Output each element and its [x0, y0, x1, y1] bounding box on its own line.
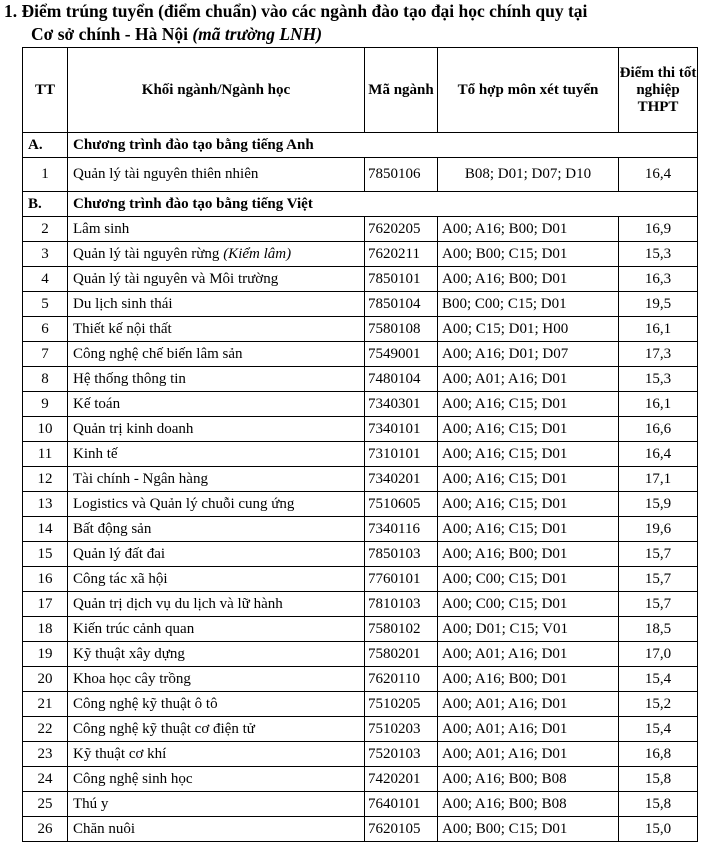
table-row	[23, 617, 698, 642]
row-combo: A00; A16; D01; D07	[438, 342, 619, 367]
row-combo: A00; A01; A16; D01	[438, 692, 619, 717]
table-row	[23, 317, 698, 342]
row-score: 16,1	[619, 317, 698, 342]
row-tt: 3	[23, 242, 68, 267]
row-tt: 25	[23, 792, 68, 817]
row-tt: 24	[23, 767, 68, 792]
header-major: Khối ngành/Ngành học	[68, 48, 365, 133]
row-code: 7620211	[365, 242, 438, 267]
row-combo: A00; A16; B00; B08	[438, 792, 619, 817]
row-code: 7310101	[365, 442, 438, 467]
header-score: Điểm thi tốt nghiệp THPT	[619, 48, 698, 133]
row-tt: 10	[23, 417, 68, 442]
row-tt: 1	[23, 158, 68, 192]
row-code: 7580108	[365, 317, 438, 342]
row-code: 7549001	[365, 342, 438, 367]
heading-line-2	[4, 23, 704, 46]
row-combo: A00; A16; B00; D01	[438, 542, 619, 567]
row-code: 7340301	[365, 392, 438, 417]
row-tt: 18	[23, 617, 68, 642]
row-tt: 9	[23, 392, 68, 417]
row-code: 7340116	[365, 517, 438, 542]
row-code: 7850106	[365, 158, 438, 192]
row-score: 15,2	[619, 692, 698, 717]
header-combo: Tổ hợp môn xét tuyển	[438, 48, 619, 133]
table-row	[23, 392, 698, 417]
row-code: 7520103	[365, 742, 438, 767]
row-code: 7510605	[365, 492, 438, 517]
row-major: Quản lý tài nguyên thiên nhiên	[68, 158, 365, 192]
row-score: 15,4	[619, 717, 698, 742]
section-b-row	[23, 192, 698, 217]
row-code: 7340201	[365, 467, 438, 492]
row-tt: 16	[23, 567, 68, 592]
row-code: 7510205	[365, 692, 438, 717]
row-tt: 2	[23, 217, 68, 242]
row-tt: 19	[23, 642, 68, 667]
section-b-title: Chương trình đào tạo bằng tiếng Việt	[68, 192, 698, 217]
row-score: 15,4	[619, 667, 698, 692]
row-score: 15,3	[619, 242, 698, 267]
row-score: 16,6	[619, 417, 698, 442]
row-tt: 4	[23, 267, 68, 292]
table-row	[23, 667, 698, 692]
row-combo: A00; B00; C15; D01	[438, 817, 619, 842]
row-major: Kiến trúc cảnh quan	[68, 617, 365, 642]
section-a-row	[23, 133, 698, 158]
table-header-row	[23, 48, 698, 133]
row-combo: A00; B00; C15; D01	[438, 242, 619, 267]
row-code: 7340101	[365, 417, 438, 442]
row-score: 15,7	[619, 592, 698, 617]
row-score: 16,9	[619, 217, 698, 242]
row-code: 7810103	[365, 592, 438, 617]
row-major: Công nghệ sinh học	[68, 767, 365, 792]
row-major: Khoa học cây trồng	[68, 667, 365, 692]
row-major: Kỹ thuật cơ khí	[68, 742, 365, 767]
row-major: Chăn nuôi	[68, 817, 365, 842]
row-code: 7620110	[365, 667, 438, 692]
row-major: Kế toán	[68, 392, 365, 417]
row-major: Công nghệ kỹ thuật ô tô	[68, 692, 365, 717]
row-code: 7760101	[365, 567, 438, 592]
row-major: Công nghệ chế biến lâm sản	[68, 342, 365, 367]
row-major: Quản trị kinh doanh	[68, 417, 365, 442]
row-major: Quản lý đất đai	[68, 542, 365, 567]
row-combo: A00; C15; D01; H00	[438, 317, 619, 342]
row-major: Công tác xã hội	[68, 567, 365, 592]
row-tt: 26	[23, 817, 68, 842]
table-row	[23, 792, 698, 817]
row-code: 7850104	[365, 292, 438, 317]
row-combo: A00; C00; C15; D01	[438, 592, 619, 617]
row-combo: A00; A16; C15; D01	[438, 442, 619, 467]
row-score: 17,1	[619, 467, 698, 492]
row-score: 19,6	[619, 517, 698, 542]
row-score: 15,7	[619, 567, 698, 592]
row-combo: A00; A16; B00; D01	[438, 217, 619, 242]
row-code: 7620105	[365, 817, 438, 842]
row-combo: A00; A01; A16; D01	[438, 367, 619, 392]
row-score: 16,8	[619, 742, 698, 767]
row-code: 7640101	[365, 792, 438, 817]
row-score: 16,3	[619, 267, 698, 292]
row-combo: A00; D01; C15; V01	[438, 617, 619, 642]
admission-scores-table	[22, 47, 698, 842]
row-combo: A00; A01; A16; D01	[438, 642, 619, 667]
row-combo: A00; A16; C15; D01	[438, 467, 619, 492]
table-row	[23, 817, 698, 842]
row-score: 15,0	[619, 817, 698, 842]
table-row	[23, 158, 698, 192]
row-tt: 7	[23, 342, 68, 367]
section-a-title: Chương trình đào tạo bằng tiếng Anh	[68, 133, 698, 158]
row-score: 16,4	[619, 158, 698, 192]
table-row	[23, 467, 698, 492]
row-major: Công nghệ kỹ thuật cơ điện tử	[68, 717, 365, 742]
row-tt: 12	[23, 467, 68, 492]
row-tt: 5	[23, 292, 68, 317]
table-row	[23, 217, 698, 242]
row-score: 18,5	[619, 617, 698, 642]
row-score: 16,1	[619, 392, 698, 417]
row-code: 7620205	[365, 217, 438, 242]
row-major: Thiết kế nội thất	[68, 317, 365, 342]
row-tt: 17	[23, 592, 68, 617]
table-row	[23, 592, 698, 617]
row-major: Kỹ thuật xây dựng	[68, 642, 365, 667]
row-combo: B08; D01; D07; D10	[438, 158, 619, 192]
row-score: 15,9	[619, 492, 698, 517]
row-combo: A00; A16; C15; D01	[438, 392, 619, 417]
table-row	[23, 367, 698, 392]
row-combo: A00; A16; C15; D01	[438, 417, 619, 442]
row-major: Quản trị dịch vụ du lịch và lữ hành	[68, 592, 365, 617]
row-tt: 21	[23, 692, 68, 717]
row-tt: 11	[23, 442, 68, 467]
table-row	[23, 442, 698, 467]
row-score: 15,8	[619, 792, 698, 817]
row-tt: 23	[23, 742, 68, 767]
row-combo: A00; A16; B00; D01	[438, 667, 619, 692]
table-row	[23, 292, 698, 317]
heading-campus: Cơ sở chính - Hà Nội	[31, 24, 193, 44]
heading-line-1: 1. Điểm trúng tuyển (điểm chuẩn) vào các ngành đào tạo đại học chính quy tại	[4, 1, 588, 21]
table-row	[23, 242, 698, 267]
row-major-main: Quản lý tài nguyên rừng	[73, 245, 224, 262]
row-combo: B00; C00; C15; D01	[438, 292, 619, 317]
row-score: 19,5	[619, 292, 698, 317]
row-combo: A00; A01; A16; D01	[438, 742, 619, 767]
row-code: 7420201	[365, 767, 438, 792]
row-code: 7580201	[365, 642, 438, 667]
row-tt: 22	[23, 717, 68, 742]
row-major: Lâm sinh	[68, 217, 365, 242]
row-major: Tài chính - Ngân hàng	[68, 467, 365, 492]
row-tt: 15	[23, 542, 68, 567]
row-major: Du lịch sinh thái	[68, 292, 365, 317]
row-combo: A00; A01; A16; D01	[438, 717, 619, 742]
row-score: 15,3	[619, 367, 698, 392]
row-major: Quản lý tài nguyên và Môi trường	[68, 267, 365, 292]
row-major: Kinh tế	[68, 442, 365, 467]
row-score: 17,0	[619, 642, 698, 667]
row-score: 16,4	[619, 442, 698, 467]
section-b-id: B.	[23, 192, 68, 217]
row-major: Thú y	[68, 792, 365, 817]
row-combo: A00; A16; C15; D01	[438, 517, 619, 542]
row-combo: A00; A16; B00; B08	[438, 767, 619, 792]
row-code: 7480104	[365, 367, 438, 392]
table-row	[23, 692, 698, 717]
row-code: 7850103	[365, 542, 438, 567]
table-row	[23, 342, 698, 367]
section-a-id: A.	[23, 133, 68, 158]
table-row	[23, 642, 698, 667]
heading-school-code: (mã trường LNH)	[192, 24, 323, 44]
row-tt: 8	[23, 367, 68, 392]
row-combo: A00; A16; C15; D01	[438, 492, 619, 517]
row-combo: A00; A16; B00; D01	[438, 267, 619, 292]
row-score: 15,8	[619, 767, 698, 792]
row-code: 7510203	[365, 717, 438, 742]
row-code: 7580102	[365, 617, 438, 642]
table-row	[23, 742, 698, 767]
table-row	[23, 767, 698, 792]
row-combo: A00; C00; C15; D01	[438, 567, 619, 592]
table-row	[23, 417, 698, 442]
row-score: 15,7	[619, 542, 698, 567]
table-row	[23, 567, 698, 592]
row-major: Hệ thống thông tin	[68, 367, 365, 392]
section-heading	[4, 0, 704, 46]
row-score: 17,3	[619, 342, 698, 367]
row-major: Logistics và Quản lý chuỗi cung ứng	[68, 492, 365, 517]
row-major-note: (Kiểm lâm)	[223, 245, 292, 262]
table-row	[23, 267, 698, 292]
table-row	[23, 717, 698, 742]
row-tt: 20	[23, 667, 68, 692]
header-code: Mã ngành	[365, 48, 438, 133]
row-tt: 6	[23, 317, 68, 342]
row-code: 7850101	[365, 267, 438, 292]
table-row	[23, 517, 698, 542]
row-tt: 13	[23, 492, 68, 517]
table-row	[23, 492, 698, 517]
table-row	[23, 542, 698, 567]
row-major: Bất động sản	[68, 517, 365, 542]
header-tt: TT	[23, 48, 68, 133]
row-tt: 14	[23, 517, 68, 542]
row-major	[68, 242, 365, 267]
